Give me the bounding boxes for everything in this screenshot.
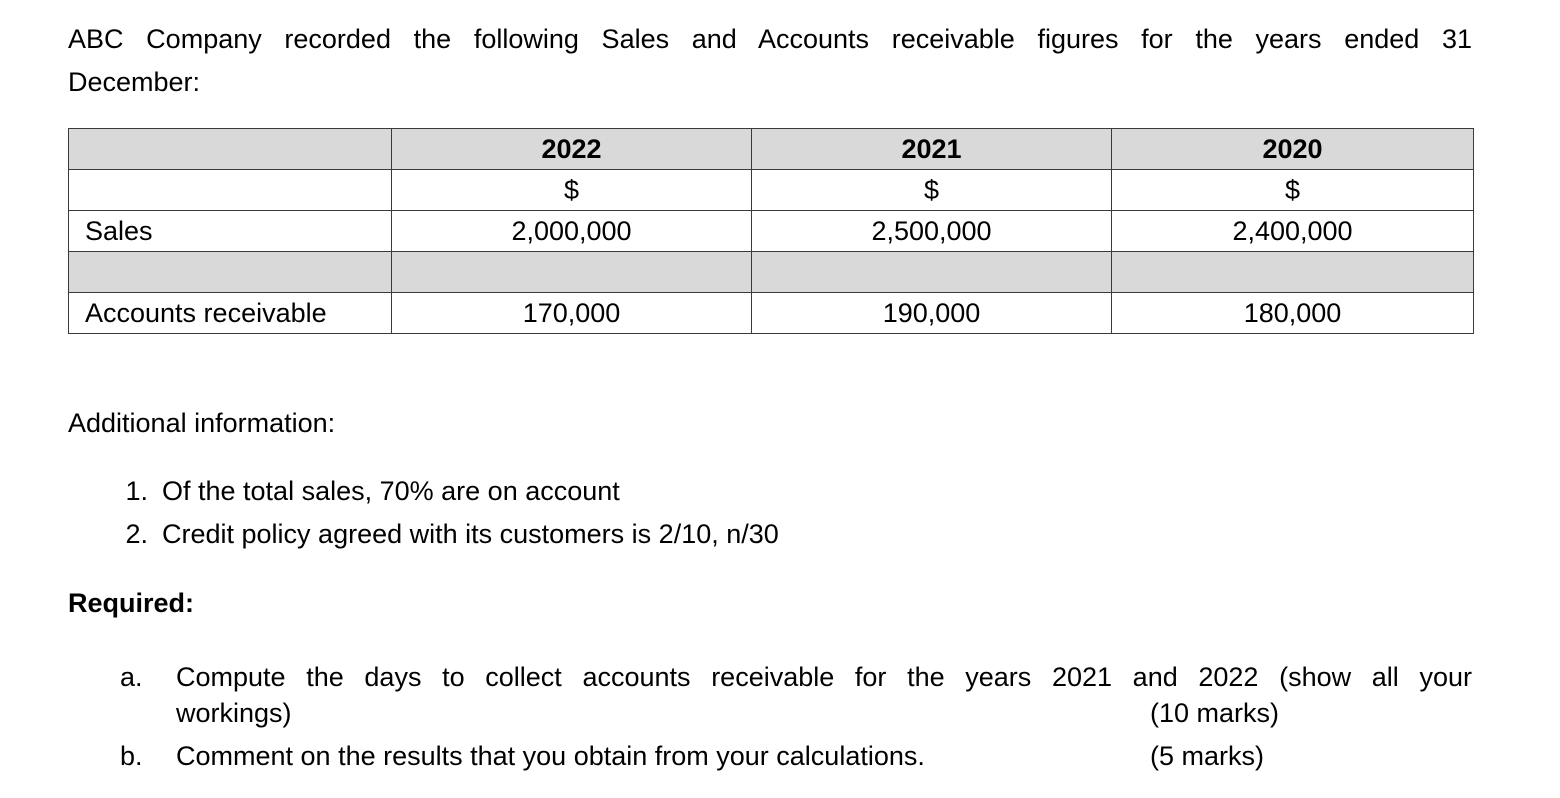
table-row-accounts-receivable [69,293,1474,334]
year-header-cell: 2021 [752,129,1112,170]
row-label-cell: Sales [69,211,392,252]
row-label-cell: Accounts receivable [69,293,392,334]
table-currency-row [69,170,1474,211]
intro-line-1: ABC Company recorded the following Sales and Accounts receivable figures for the years ended 31 [68,24,1472,54]
table-empty-cell [69,170,392,211]
intro-line-2: December: [68,67,201,97]
required-item-a-marks: (10 marks) [1150,698,1280,728]
list-item [108,476,620,507]
year-header-cell: 2020 [1112,129,1474,170]
required-item-b-marks: (5 marks) [1150,741,1264,771]
required-item-b-text: Comment on the results that you obtain from your calculations. [176,741,925,771]
required-item-a-line-1: Compute the days to collect accounts receivable for the years 2021 and 2022 (show all your [176,662,1472,692]
value-cell: 180,000 [1112,293,1474,334]
spacer-cell [1112,252,1474,293]
spacer-cell [752,252,1112,293]
table-row-sales [69,211,1474,252]
currency-cell: $ [1112,170,1474,211]
additional-info-heading: Additional information: [68,408,336,438]
list-item [108,519,779,550]
required-item-letter: b. [120,741,143,771]
currency-cell: $ [752,170,1112,211]
required-heading: Required: [68,588,195,618]
table-spacer-row [69,252,1474,293]
value-cell: 170,000 [392,293,752,334]
list-item-text: Credit policy agreed with its customers is 2/10, n/30 [162,519,779,549]
spacer-cell [69,252,392,293]
sales-receivables-table [68,128,1474,334]
currency-cell: $ [392,170,752,211]
list-item-text: Of the total sales, 70% are on account [162,476,620,506]
year-header-cell: 2022 [392,129,752,170]
required-item-letter: a. [120,662,143,692]
spacer-cell [392,252,752,293]
value-cell: 2,500,000 [752,211,1112,252]
value-cell: 190,000 [752,293,1112,334]
list-item-number: 1. [125,476,148,506]
required-item-a [120,655,1472,699]
required-item-a-line-2: workings) [176,698,292,728]
value-cell: 2,000,000 [392,211,752,252]
value-cell: 2,400,000 [1112,211,1474,252]
table-header-empty-cell [69,129,392,170]
list-item-number: 2. [125,519,148,549]
intro-paragraph [68,18,1472,104]
table-header-years-row [69,129,1474,170]
